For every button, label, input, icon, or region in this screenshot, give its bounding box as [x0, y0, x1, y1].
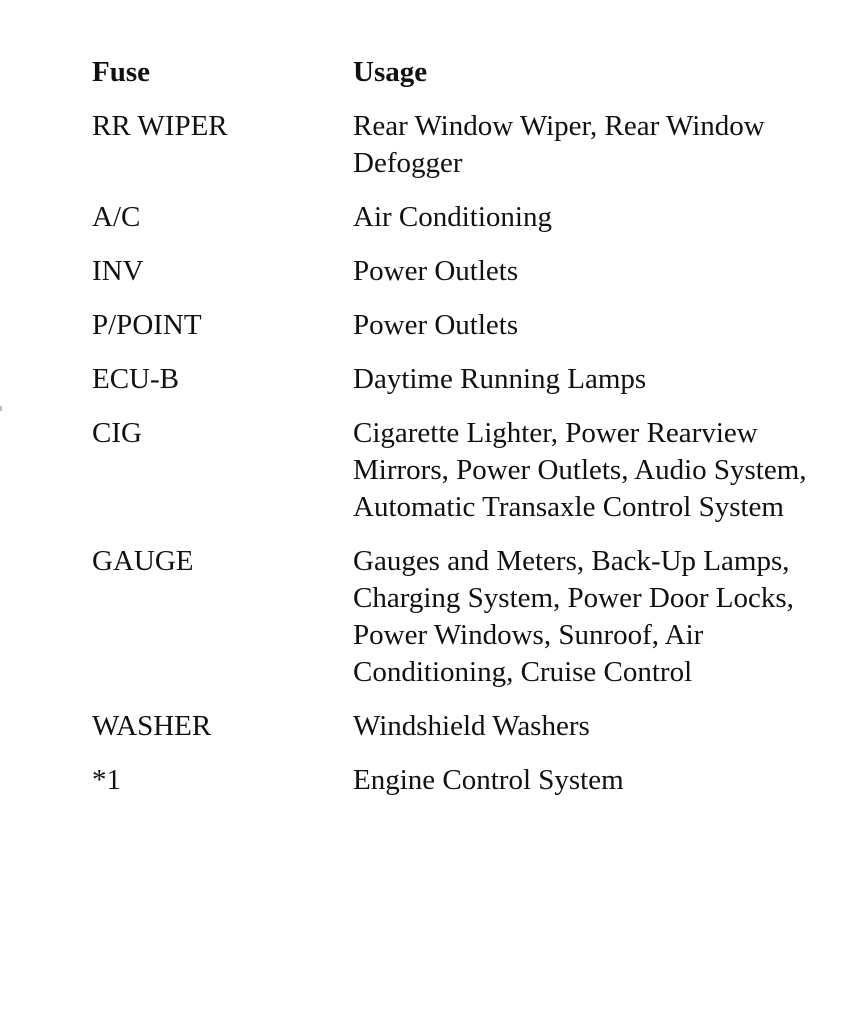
table-header-row	[92, 54, 832, 108]
fuse-cell: A/C	[92, 201, 141, 233]
usage-text: Engine Control System	[353, 764, 624, 796]
fuse-cell: WASHER	[92, 710, 212, 742]
fuse-cell: CIG	[92, 417, 142, 449]
fuse-cell: GAUGE	[92, 545, 194, 577]
usage-column-header: Usage	[353, 56, 428, 88]
margin-mark	[0, 406, 2, 411]
usage-text: Windshield Washers	[353, 710, 590, 742]
fuse-cell: INV	[92, 255, 144, 287]
usage-cell	[353, 307, 832, 361]
usage-text: Daytime Running Lamps	[353, 363, 647, 395]
usage-cell	[353, 108, 832, 199]
usage-cell	[353, 361, 832, 415]
fuse-cell: ECU-B	[92, 363, 179, 395]
table-row	[92, 199, 832, 253]
usage-cell	[353, 199, 832, 253]
usage-cell	[353, 762, 832, 799]
table-row	[92, 415, 832, 543]
table-row	[92, 307, 832, 361]
usage-cell	[353, 415, 832, 543]
fuse-column-header: Fuse	[92, 56, 150, 88]
fuse-cell: *1	[92, 764, 121, 796]
table-row	[92, 543, 832, 708]
fuse-cell: RR WIPER	[92, 110, 228, 142]
usage-cell	[353, 253, 832, 307]
usage-cell	[353, 543, 832, 708]
usage-text: Rear Window Wiper, Rear Window Defogger	[353, 110, 765, 179]
usage-text: Cigarette Lighter, Power Rearview Mirrors, Power Outlets, Audio System, Automatic Transaxle Control System	[353, 417, 807, 523]
table-row	[92, 108, 832, 199]
table-row	[92, 708, 832, 762]
usage-cell	[353, 708, 832, 762]
fuse-usage-table	[92, 54, 832, 799]
fuse-cell: P/POINT	[92, 309, 202, 341]
table-row	[92, 253, 832, 307]
usage-text: Gauges and Meters, Back-Up Lamps, Charging System, Power Door Locks, Power Windows, Sunroof, Air Conditioning, Cruise Control	[353, 545, 794, 688]
usage-text: Power Outlets	[353, 309, 519, 341]
usage-text: Power Outlets	[353, 255, 519, 287]
table-row	[92, 762, 832, 799]
table-row	[92, 361, 832, 415]
usage-text: Air Conditioning	[353, 201, 552, 233]
